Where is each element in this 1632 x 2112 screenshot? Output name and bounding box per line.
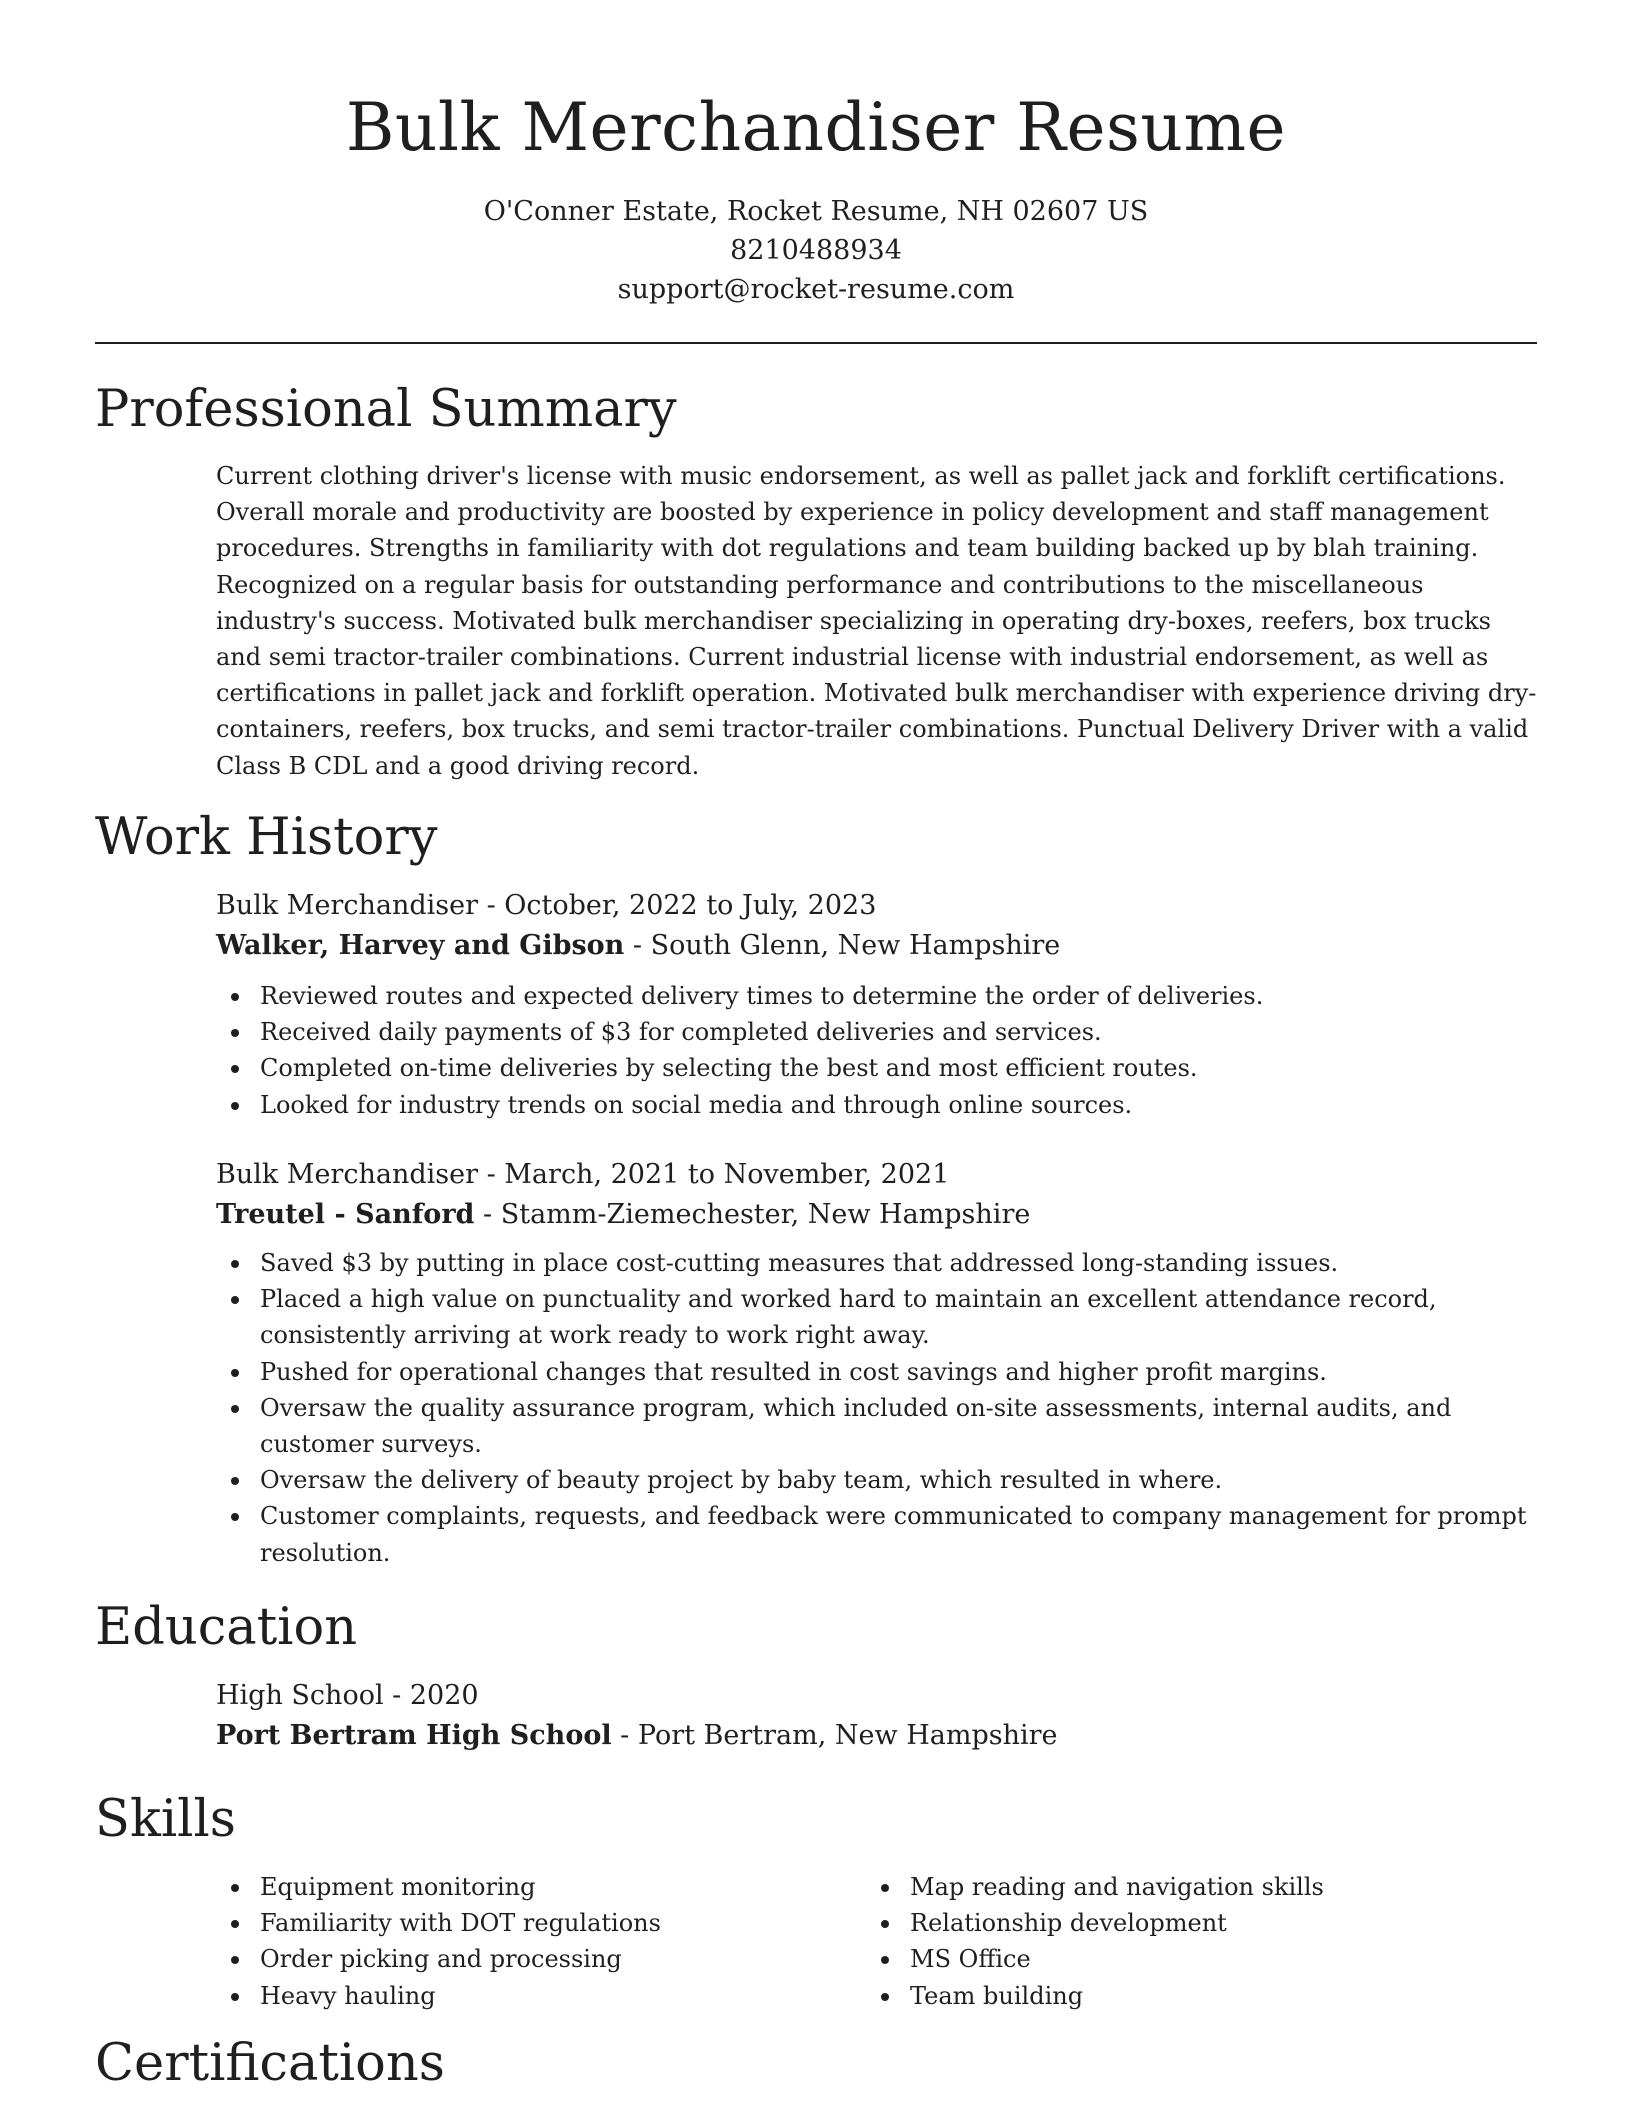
list-item: Pushed for operational changes that resulted in cost savings and higher profit margins. bbox=[260, 1354, 1538, 1390]
skills-heading: Skills bbox=[95, 1790, 236, 1849]
list-item: Heavy hauling bbox=[260, 1978, 856, 2014]
job-dates: - March, 2021 to November, 2021 bbox=[478, 1159, 950, 1190]
education-degree-line bbox=[216, 1676, 1538, 1716]
job-company-line bbox=[216, 926, 1538, 966]
job-title-line bbox=[216, 886, 1538, 926]
contact-email: support@rocket-resume.com bbox=[617, 274, 1015, 305]
job-bullets bbox=[216, 1245, 1538, 1571]
list-item: Oversaw the quality assurance program, which included on-site assessments, internal audits, and customer surveys. bbox=[260, 1390, 1538, 1462]
job-company-line bbox=[216, 1195, 1538, 1235]
job-company: Walker, Harvey and Gibson bbox=[216, 930, 625, 961]
contact-address: O'Conner Estate, Rocket Resume, NH 02607 US bbox=[483, 196, 1149, 227]
job-title: Bulk Merchandiser bbox=[216, 1159, 478, 1190]
list-item: Received daily payments of $3 for completed deliveries and services. bbox=[260, 1014, 1538, 1050]
education-heading: Education bbox=[95, 1598, 358, 1657]
list-item: Map reading and navigation skills bbox=[910, 1869, 1506, 1905]
work-history-heading: Work History bbox=[95, 808, 438, 867]
education-school: Port Bertram High School bbox=[216, 1720, 612, 1751]
skills-list bbox=[216, 1869, 856, 2014]
list-item: Familiarity with DOT regulations bbox=[260, 1905, 856, 1941]
list-item: Oversaw the delivery of beauty project by baby team, which resulted in where. bbox=[260, 1462, 1538, 1498]
job-dates: - October, 2022 to July, 2023 bbox=[478, 890, 877, 921]
list-item: Equipment monitoring bbox=[260, 1869, 856, 1905]
summary-block bbox=[216, 458, 1538, 784]
list-item: Team building bbox=[910, 1978, 1506, 2014]
education-degree: High School bbox=[216, 1680, 384, 1711]
job-location: - Stamm-Ziemechester, New Hampshire bbox=[474, 1199, 1031, 1230]
job-location: - South Glenn, New Hampshire bbox=[624, 930, 1061, 961]
list-item: MS Office bbox=[910, 1941, 1506, 1977]
job-entry bbox=[216, 886, 1538, 1123]
job-title-line bbox=[216, 1155, 1538, 1195]
list-item: Placed a high value on punctuality and worked hard to maintain an excellent attendance record, consistently arriving at work ready to work right away. bbox=[260, 1281, 1538, 1353]
skills-column-right bbox=[866, 1869, 1506, 2014]
list-item: Order picking and processing bbox=[260, 1941, 856, 1977]
job-company: Treutel - Sanford bbox=[216, 1199, 475, 1230]
job-title: Bulk Merchandiser bbox=[216, 890, 478, 921]
list-item: Completed on-time deliveries by selecting the best and most efficient routes. bbox=[260, 1050, 1538, 1086]
summary-text: Current clothing driver's license with music endorsement, as well as pallet jack and forklift certifications. Overall morale and productivity are boosted by experience in policy development and staff management procedures. Strengths in familiarity with dot regulations and team building backed up by blah training. Recognized on a regular basis for outstanding performance and contributions to the miscellaneous industry's success. Motivated bulk merchandiser specializing in operating dry-boxes, reefers, box trucks and semi tractor-trailer combinations. Current industrial license with industrial endorsement, as well as certifications in pallet jack and forklift operation. Motivated bulk merchandiser with experience driving dry-containers, reefers, box trucks, and semi tractor-trailer combinations. Punctual Delivery Driver with a valid Class B CDL and a good driving record. bbox=[216, 462, 1537, 780]
list-item: Relationship development bbox=[910, 1905, 1506, 1941]
list-item: Reviewed routes and expected delivery times to determine the order of deliveries. bbox=[260, 978, 1538, 1014]
certifications-heading: Certifications bbox=[95, 2034, 445, 2093]
job-bullets bbox=[216, 978, 1538, 1123]
summary-heading: Professional Summary bbox=[95, 380, 677, 439]
resume-title: Bulk Merchandiser Resume bbox=[345, 89, 1287, 166]
resume-header bbox=[0, 80, 1632, 309]
skills-list bbox=[866, 1869, 1506, 2014]
list-item: Customer complaints, requests, and feedback were communicated to company management for prompt resolution. bbox=[260, 1498, 1538, 1570]
header-divider bbox=[95, 342, 1537, 344]
education-entry bbox=[216, 1676, 1538, 1756]
list-item: Saved $3 by putting in place cost-cutting measures that addressed long-standing issues. bbox=[260, 1245, 1538, 1281]
education-location: - Port Bertram, New Hampshire bbox=[611, 1720, 1058, 1751]
education-school-line bbox=[216, 1716, 1538, 1756]
skills-column-left bbox=[216, 1869, 856, 2014]
contact-phone: 8210488934 bbox=[730, 235, 902, 266]
list-item: Looked for industry trends on social media and through online sources. bbox=[260, 1087, 1538, 1123]
education-year: - 2020 bbox=[383, 1680, 479, 1711]
job-entry bbox=[216, 1155, 1538, 1571]
